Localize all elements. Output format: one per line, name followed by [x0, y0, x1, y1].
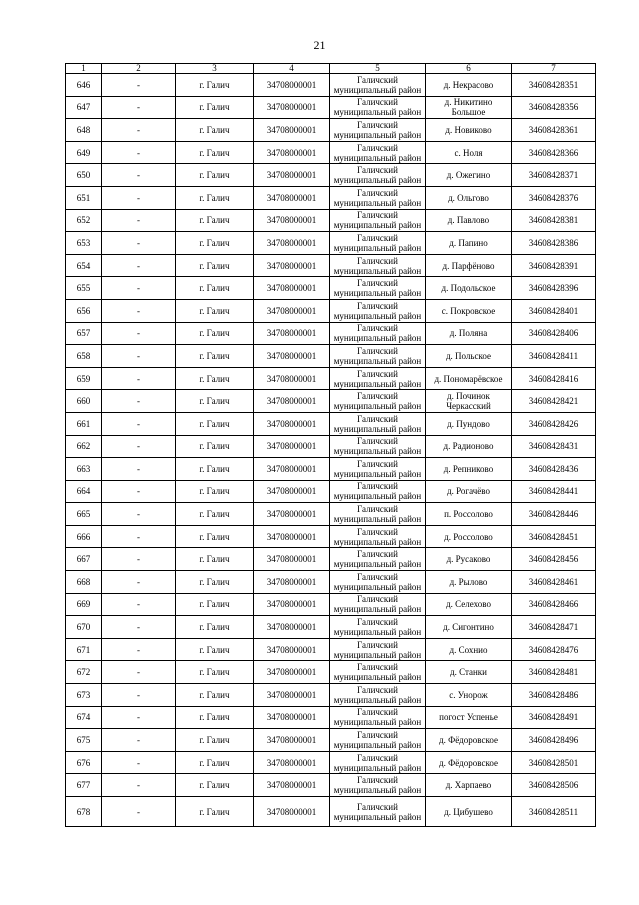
settlement-code-cell: 34608428486	[512, 684, 596, 707]
city-cell: г. Галич	[176, 209, 254, 232]
table-row	[66, 729, 596, 752]
city-code-cell: 34708000001	[254, 593, 330, 616]
row-number-cell: 666	[66, 525, 102, 548]
city-cell: г. Галич	[176, 706, 254, 729]
row-number-cell: 678	[66, 797, 102, 827]
city-cell: г. Галич	[176, 548, 254, 571]
city-cell: г. Галич	[176, 119, 254, 142]
column-2-cell: -	[102, 435, 176, 458]
settlement-cell: с. Покровское	[426, 299, 512, 322]
row-number-cell: 656	[66, 299, 102, 322]
city-code-cell: 34708000001	[254, 390, 330, 413]
column-header-4: 4	[254, 64, 330, 74]
district-cell: Галичский муниципальный район	[330, 96, 426, 119]
settlement-cell: д. Ожегино	[426, 164, 512, 187]
column-2-cell: -	[102, 684, 176, 707]
settlement-cell: д. Поляна	[426, 322, 512, 345]
settlement-code-cell: 34608428441	[512, 480, 596, 503]
settlement-cell: с. Унорож	[426, 684, 512, 707]
settlement-code-cell: 34608428366	[512, 141, 596, 164]
table-row	[66, 277, 596, 300]
settlement-code-cell: 34608428476	[512, 638, 596, 661]
settlement-code-cell: 34608428506	[512, 774, 596, 797]
row-number-cell: 662	[66, 435, 102, 458]
settlement-cell: с. Ноля	[426, 141, 512, 164]
city-cell: г. Галич	[176, 299, 254, 322]
district-cell: Галичский муниципальный район	[330, 684, 426, 707]
settlement-cell: д. Польское	[426, 345, 512, 368]
column-2-cell: -	[102, 525, 176, 548]
table-row	[66, 141, 596, 164]
district-cell: Галичский муниципальный район	[330, 480, 426, 503]
district-cell: Галичский муниципальный район	[330, 74, 426, 97]
row-number-cell: 677	[66, 774, 102, 797]
settlement-cell: д. Пономарёвское	[426, 367, 512, 390]
table-row	[66, 593, 596, 616]
row-number-cell: 648	[66, 119, 102, 142]
row-number-cell: 649	[66, 141, 102, 164]
settlement-code-cell: 34608428391	[512, 254, 596, 277]
district-cell: Галичский муниципальный район	[330, 571, 426, 594]
row-number-cell: 652	[66, 209, 102, 232]
row-number-cell: 672	[66, 661, 102, 684]
settlement-code-cell: 34608428386	[512, 232, 596, 255]
settlement-code-cell: 34608428456	[512, 548, 596, 571]
table-row	[66, 616, 596, 639]
district-cell: Галичский муниципальный район	[330, 638, 426, 661]
city-cell: г. Галич	[176, 345, 254, 368]
column-2-cell: -	[102, 503, 176, 526]
settlement-code-cell: 34608428401	[512, 299, 596, 322]
row-number-cell: 673	[66, 684, 102, 707]
city-code-cell: 34708000001	[254, 616, 330, 639]
settlement-code-cell: 34608428356	[512, 96, 596, 119]
city-cell: г. Галич	[176, 661, 254, 684]
column-header-6: 6	[426, 64, 512, 74]
district-cell: Галичский муниципальный район	[330, 367, 426, 390]
column-2-cell: -	[102, 751, 176, 774]
settlement-code-cell: 34608428406	[512, 322, 596, 345]
city-code-cell: 34708000001	[254, 480, 330, 503]
row-number-cell: 663	[66, 458, 102, 481]
city-cell: г. Галич	[176, 186, 254, 209]
table-row	[66, 390, 596, 413]
settlement-code-cell: 34608428381	[512, 209, 596, 232]
table-row	[66, 322, 596, 345]
settlement-cell: д. Павлово	[426, 209, 512, 232]
row-number-cell: 671	[66, 638, 102, 661]
settlement-code-cell: 34608428481	[512, 661, 596, 684]
city-code-cell: 34708000001	[254, 774, 330, 797]
settlement-cell: д. Рогачёво	[426, 480, 512, 503]
city-cell: г. Галич	[176, 322, 254, 345]
city-cell: г. Галич	[176, 367, 254, 390]
row-number-cell: 654	[66, 254, 102, 277]
city-code-cell: 34708000001	[254, 96, 330, 119]
row-number-cell: 667	[66, 548, 102, 571]
city-cell: г. Галич	[176, 435, 254, 458]
column-2-cell: -	[102, 480, 176, 503]
page-number: 21	[313, 38, 326, 52]
settlement-cell: погост Успенье	[426, 706, 512, 729]
city-code-cell: 34708000001	[254, 706, 330, 729]
district-cell: Галичский муниципальный район	[330, 751, 426, 774]
settlement-cell: д. Никитино Большое	[426, 96, 512, 119]
table-row	[66, 638, 596, 661]
column-header-1: 1	[66, 64, 102, 74]
row-number-cell: 661	[66, 412, 102, 435]
city-cell: г. Галич	[176, 525, 254, 548]
city-code-cell: 34708000001	[254, 548, 330, 571]
district-cell: Галичский муниципальный район	[330, 435, 426, 458]
table-row	[66, 232, 596, 255]
city-code-cell: 34708000001	[254, 119, 330, 142]
city-cell: г. Галич	[176, 638, 254, 661]
row-number-cell: 664	[66, 480, 102, 503]
table-row	[66, 345, 596, 368]
column-2-cell: -	[102, 797, 176, 827]
district-cell: Галичский муниципальный район	[330, 661, 426, 684]
settlement-cell: д. Фёдоровское	[426, 751, 512, 774]
table-body	[66, 74, 596, 827]
table-row	[66, 186, 596, 209]
settlement-cell: д. Россолово	[426, 525, 512, 548]
table-row	[66, 458, 596, 481]
city-cell: г. Галич	[176, 571, 254, 594]
district-cell: Галичский муниципальный район	[330, 277, 426, 300]
settlement-cell: д. Русаково	[426, 548, 512, 571]
table-row	[66, 571, 596, 594]
district-cell: Галичский муниципальный район	[330, 186, 426, 209]
city-code-cell: 34708000001	[254, 232, 330, 255]
city-cell: г. Галич	[176, 412, 254, 435]
row-number-cell: 670	[66, 616, 102, 639]
settlement-code-cell: 34608428511	[512, 797, 596, 827]
settlement-code-cell: 34608428411	[512, 345, 596, 368]
city-cell: г. Галич	[176, 277, 254, 300]
column-2-cell: -	[102, 96, 176, 119]
column-2-cell: -	[102, 74, 176, 97]
row-number-cell: 676	[66, 751, 102, 774]
city-cell: г. Галич	[176, 164, 254, 187]
column-2-cell: -	[102, 616, 176, 639]
settlement-code-cell: 34608428421	[512, 390, 596, 413]
column-header-7: 7	[512, 64, 596, 74]
district-cell: Галичский муниципальный район	[330, 729, 426, 752]
table-header-row	[66, 64, 596, 74]
row-number-cell: 659	[66, 367, 102, 390]
settlement-cell: д. Харпаево	[426, 774, 512, 797]
row-number-cell: 668	[66, 571, 102, 594]
city-code-cell: 34708000001	[254, 299, 330, 322]
district-cell: Галичский муниципальный район	[330, 232, 426, 255]
city-code-cell: 34708000001	[254, 684, 330, 707]
city-cell: г. Галич	[176, 458, 254, 481]
city-cell: г. Галич	[176, 74, 254, 97]
city-code-cell: 34708000001	[254, 412, 330, 435]
city-code-cell: 34708000001	[254, 571, 330, 594]
settlement-code-cell: 34608428501	[512, 751, 596, 774]
city-cell: г. Галич	[176, 616, 254, 639]
settlement-code-cell: 34608428431	[512, 435, 596, 458]
table-row	[66, 480, 596, 503]
column-2-cell: -	[102, 638, 176, 661]
district-cell: Галичский муниципальный район	[330, 593, 426, 616]
column-2-cell: -	[102, 593, 176, 616]
table-row	[66, 797, 596, 827]
city-code-cell: 34708000001	[254, 797, 330, 827]
district-cell: Галичский муниципальный район	[330, 616, 426, 639]
table-row	[66, 435, 596, 458]
settlement-cell: д. Ольгово	[426, 186, 512, 209]
column-2-cell: -	[102, 141, 176, 164]
column-2-cell: -	[102, 209, 176, 232]
city-cell: г. Галич	[176, 729, 254, 752]
row-number-cell: 665	[66, 503, 102, 526]
city-code-cell: 34708000001	[254, 74, 330, 97]
settlement-cell: д. Фёдоровское	[426, 729, 512, 752]
settlement-cell: д. Станки	[426, 661, 512, 684]
table-row	[66, 164, 596, 187]
column-header-3: 3	[176, 64, 254, 74]
table-row	[66, 74, 596, 97]
row-number-cell: 657	[66, 322, 102, 345]
row-number-cell: 660	[66, 390, 102, 413]
settlement-cell: д. Селехово	[426, 593, 512, 616]
column-2-cell: -	[102, 412, 176, 435]
column-2-cell: -	[102, 367, 176, 390]
column-2-cell: -	[102, 774, 176, 797]
district-cell: Галичский муниципальный район	[330, 706, 426, 729]
city-cell: г. Галич	[176, 593, 254, 616]
city-code-cell: 34708000001	[254, 638, 330, 661]
settlement-cell: д. Некрасово	[426, 74, 512, 97]
district-cell: Галичский муниципальный район	[330, 209, 426, 232]
row-number-cell: 658	[66, 345, 102, 368]
settlement-code-cell: 34608428461	[512, 571, 596, 594]
city-code-cell: 34708000001	[254, 458, 330, 481]
district-cell: Галичский муниципальный район	[330, 458, 426, 481]
city-code-cell: 34708000001	[254, 277, 330, 300]
table-row	[66, 706, 596, 729]
column-2-cell: -	[102, 729, 176, 752]
district-cell: Галичский муниципальный район	[330, 345, 426, 368]
district-cell: Галичский муниципальный район	[330, 141, 426, 164]
city-code-cell: 34708000001	[254, 729, 330, 752]
settlement-cell: д. Новиково	[426, 119, 512, 142]
city-cell: г. Галич	[176, 390, 254, 413]
settlement-code-cell: 34608428371	[512, 164, 596, 187]
settlements-table	[65, 63, 596, 827]
settlement-code-cell: 34608428466	[512, 593, 596, 616]
city-cell: г. Галич	[176, 141, 254, 164]
district-cell: Галичский муниципальный район	[330, 503, 426, 526]
settlement-cell: д. Подольское	[426, 277, 512, 300]
settlement-cell: д. Репниково	[426, 458, 512, 481]
settlement-code-cell: 34608428436	[512, 458, 596, 481]
column-2-cell: -	[102, 277, 176, 300]
column-2-cell: -	[102, 119, 176, 142]
settlement-cell: д. Сохнио	[426, 638, 512, 661]
city-cell: г. Галич	[176, 797, 254, 827]
city-code-cell: 34708000001	[254, 164, 330, 187]
city-cell: г. Галич	[176, 480, 254, 503]
table-row	[66, 119, 596, 142]
city-code-cell: 34708000001	[254, 435, 330, 458]
city-cell: г. Галич	[176, 684, 254, 707]
row-number-cell: 675	[66, 729, 102, 752]
settlement-code-cell: 34608428396	[512, 277, 596, 300]
settlement-cell: д. Папино	[426, 232, 512, 255]
column-2-cell: -	[102, 458, 176, 481]
settlement-cell: д. Рылово	[426, 571, 512, 594]
settlement-cell: д. Починок Черкасский	[426, 390, 512, 413]
column-2-cell: -	[102, 322, 176, 345]
table-row	[66, 254, 596, 277]
city-cell: г. Галич	[176, 254, 254, 277]
settlement-cell: д. Пундово	[426, 412, 512, 435]
table-row	[66, 96, 596, 119]
column-2-cell: -	[102, 164, 176, 187]
settlement-cell: д. Цибушево	[426, 797, 512, 827]
city-code-cell: 34708000001	[254, 503, 330, 526]
column-2-cell: -	[102, 232, 176, 255]
district-cell: Галичский муниципальный район	[330, 774, 426, 797]
city-cell: г. Галич	[176, 751, 254, 774]
row-number-cell: 647	[66, 96, 102, 119]
settlement-code-cell: 34608428471	[512, 616, 596, 639]
table-row	[66, 661, 596, 684]
city-code-cell: 34708000001	[254, 322, 330, 345]
district-cell: Галичский муниципальный район	[330, 299, 426, 322]
column-2-cell: -	[102, 186, 176, 209]
settlement-code-cell: 34608428451	[512, 525, 596, 548]
settlement-code-cell: 34608428351	[512, 74, 596, 97]
city-code-cell: 34708000001	[254, 141, 330, 164]
column-2-cell: -	[102, 254, 176, 277]
district-cell: Галичский муниципальный район	[330, 525, 426, 548]
table-row	[66, 751, 596, 774]
city-code-cell: 34708000001	[254, 254, 330, 277]
row-number-cell: 651	[66, 186, 102, 209]
table-row	[66, 412, 596, 435]
row-number-cell: 655	[66, 277, 102, 300]
city-code-cell: 34708000001	[254, 209, 330, 232]
table-row	[66, 684, 596, 707]
district-cell: Галичский муниципальный район	[330, 119, 426, 142]
city-cell: г. Галич	[176, 503, 254, 526]
column-header-2: 2	[102, 64, 176, 74]
settlement-code-cell: 34608428376	[512, 186, 596, 209]
city-code-cell: 34708000001	[254, 661, 330, 684]
settlement-cell: д. Сигонтино	[426, 616, 512, 639]
table-row	[66, 548, 596, 571]
row-number-cell: 674	[66, 706, 102, 729]
table-row	[66, 503, 596, 526]
city-code-cell: 34708000001	[254, 751, 330, 774]
column-header-5: 5	[330, 64, 426, 74]
city-cell: г. Галич	[176, 232, 254, 255]
column-2-cell: -	[102, 571, 176, 594]
city-code-cell: 34708000001	[254, 186, 330, 209]
settlement-code-cell: 34608428426	[512, 412, 596, 435]
settlement-code-cell: 34608428361	[512, 119, 596, 142]
district-cell: Галичский муниципальный район	[330, 164, 426, 187]
district-cell: Галичский муниципальный район	[330, 254, 426, 277]
city-cell: г. Галич	[176, 774, 254, 797]
table-row	[66, 367, 596, 390]
settlement-code-cell: 34608428491	[512, 706, 596, 729]
row-number-cell: 650	[66, 164, 102, 187]
table-row	[66, 209, 596, 232]
column-2-cell: -	[102, 299, 176, 322]
row-number-cell: 653	[66, 232, 102, 255]
column-2-cell: -	[102, 706, 176, 729]
column-2-cell: -	[102, 548, 176, 571]
table-row	[66, 774, 596, 797]
row-number-cell: 669	[66, 593, 102, 616]
district-cell: Галичский муниципальный район	[330, 322, 426, 345]
city-code-cell: 34708000001	[254, 345, 330, 368]
settlement-cell: п. Россолово	[426, 503, 512, 526]
settlement-code-cell: 34608428496	[512, 729, 596, 752]
district-cell: Галичский муниципальный район	[330, 548, 426, 571]
settlement-code-cell: 34608428446	[512, 503, 596, 526]
city-cell: г. Галич	[176, 96, 254, 119]
table-row	[66, 299, 596, 322]
settlement-cell: д. Радионово	[426, 435, 512, 458]
table-row	[66, 525, 596, 548]
district-cell: Галичский муниципальный район	[330, 390, 426, 413]
district-cell: Галичский муниципальный район	[330, 412, 426, 435]
city-code-cell: 34708000001	[254, 525, 330, 548]
settlement-code-cell: 34608428416	[512, 367, 596, 390]
column-2-cell: -	[102, 345, 176, 368]
row-number-cell: 646	[66, 74, 102, 97]
column-2-cell: -	[102, 390, 176, 413]
column-2-cell: -	[102, 661, 176, 684]
city-code-cell: 34708000001	[254, 367, 330, 390]
settlement-cell: д. Парфёново	[426, 254, 512, 277]
district-cell: Галичский муниципальный район	[330, 797, 426, 827]
